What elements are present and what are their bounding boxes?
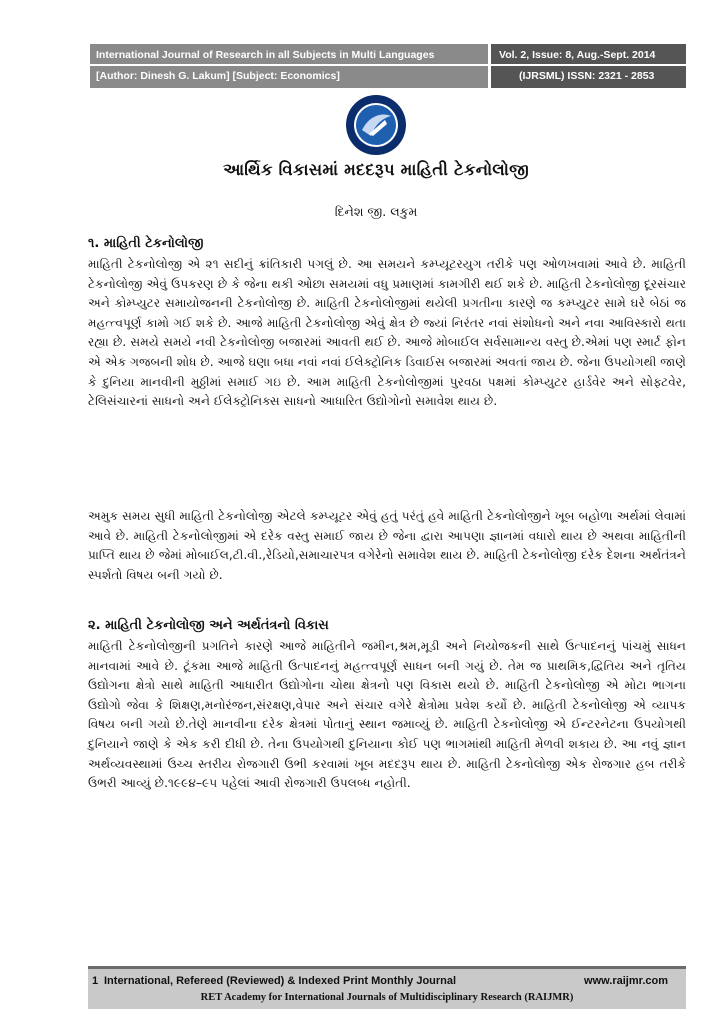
page-number: 1	[92, 975, 99, 987]
paper-author: દિનેશ જી. લકુમ	[334, 204, 418, 219]
section-1-paragraph-2: અમુક સમય સુધી માહિતી ટેકનોલોજી એટલે કમ્પ્યૂટર એવું હતું પરંતું હવે માહિતી ટેકનોલોજીને ખૂબ બહોળા અર્થમાં લેવામાં આવે છે. માહિતી ટેકનોલોજીમાં એ દરેક વસ્તુ સમાઈ જાય છે જેના દ્વારા આપણા જ્ઞાનમાં વધારો થાય છે અથવા માહિતીની પ્રાપ્તિ થાય છે જેમાં મોબાઈલ,ટી.વી.,રેડિયો,સમાચારપત્ર વગેરેનો સમાવેશ થાય છે. માહિતી ટેકનોલોજી દરેક દેશના અર્થતંત્રને સ્પર્શતો વિષય બની ગયો છે.	[88, 509, 686, 582]
journal-footer	[88, 966, 686, 1009]
journal-type: International, Refereed (Reviewed) & Indexed Print Monthly Journal	[104, 975, 457, 987]
header-right-panel	[491, 44, 686, 88]
section-2-paragraph-1: માહિતી ટેકનોલોજીની પ્રગતિને કારણે આજે માહિતીને જમીન,શ્રમ,મૂડી અને નિયોજકની સાથે ઉત્પાદનનું પાંચમું સાધન માનવામાં આવે છે. ટૂંકમા આજે માહિતી ઉત્પાદનનું મહત્ત્વપૂર્ણ સાધન બની ગયું છે. તેમ જ પ્રાથમિક,દ્વિતિય અને તૃતિય ઉદ્યોગના ક્ષેત્રો સાથે માહિતી આધારીત ઉદ્યોગોના ચોથા ક્ષેત્રનો પણ વિકાસ થયો છે. માહિતી ટેકનોલોજી એ મોટા ભાગના ઉદ્યોગો જેવા કે શિક્ષણ,મનોરંજન,સંરક્ષણ,વેપાર અને સંચાર વગેરે ક્ષેત્રોમા પ્રવેશ કર્યો છે. માહિતી ટેકનોલોજી એ વ્યાપક વિષય બની ગયો છે.તેણે માનવીના દરેક ક્ષેત્રમાં પોતાનું સ્થાન જમાવ્યું છે. માહિતી ટેકનોલોજી એ ઈન્ટરનેટના ઉપયોગથી દુનિયાને જાણે કે એક કરી દીધી છે. તેના ઉપયોગથી દુનિયાના કોઈ પણ ભાગમાંથી માહિતી મેળવી શકાય છે. આ નવું જ્ઞાન અર્થવ્યવસ્થામાં ઉચ્ચ સ્તરીય રોજગારી ઉભી કરવામાં ખૂબ મદદરૂપ થાય છે. માહિતી ટેકનોલોજી એક રોજગાર હબ તરીકે ઉભરી આવ્યું છે.૧૯૯૪–૯૫ પહેલાં આવી રોજગારી ઉપલબ્ધ નહોતી.	[88, 639, 686, 791]
publisher-name: RET Academy for International Journals of Multidisciplinary Research (RAIJMR)	[200, 992, 574, 1003]
section-1-paragraph-1: માહિતી ટેકનોલોજી એ ૨૧ સદીનું ક્રાંતિકારી પગલું છે. આ સમયને કમ્પ્યૂટરયુગ તરીકે પણ ઓળખવામાં આવે છે. માહિતી ટેકનોલોજી એવું ઉપકરણ છે કે જેના થકી ઓછા સમયમાં વધુ પ્રમાણમાં કામગીરી થઈ શકે છે. માહિતી ટેકનોલોજી દૂરસંચાર અને કોમ્પ્યુટર સમાયોજનની ટેકનોલોજી છે. માહિતી ટેકનોલોજીમાં થયેલી પ્રગતીના કારણે જ કમ્પ્યુટર સામે ઘરે બેઠાં જ મહત્ત્વપૂર્ણ કામો ગઈ શકે છે. આજે માહિતી ટેકનોલોજી એવું ક્ષેત્ર છે જ્યાં નિરંતર નવાં સંશોધનો અને નવા આવિસ્કારો થતા રહ્યા છે. સમયે સમયે નવી ટેકનોલોજી બજારમાં આવતી થઈ છે. આજે મોબાઈલ સર્વસામાન્ય વસ્તુ છે.એમાં પણ સ્માર્ટ ફોન એ એક ગજબની શોધ છે. આજે ઘણા બધા નવાં નવાં ઈલેક્ટ્રોનિક ડિવાઈસ બજારમાં અવતાં જાય છે. જેના ઉપયોગથી જાણે કે દુનિયા માનવીની મુઠ્ઠીમાં સમાઈ ગઇ છે. આમ માહિતી ટેકનોલોજીમાં પુરવઠા પક્ષમાં કોમ્પ્યુટર હાર્ડવેર અને સોફ્ટવેર, ટેલિસંચારનાં સાધનો અને ઈલેક્ટ્રોનિક્સ સાધનો આધારિત ઉદ્યોગોનો સમાવેશ થાય છે.	[88, 257, 686, 409]
section-2-heading: ૨. માહિતી ટેકનોલોજી અને અર્થતંત્રનો વિકાસ	[88, 618, 329, 633]
header-divider	[90, 64, 686, 66]
author-subject: [Author: Dinesh G. Lakum] [Subject: Economics]	[96, 70, 340, 82]
paper-title: આર્થિક વિકાસમાં મદદરૂપ માહિતી ટેકનોલોજી	[223, 160, 529, 179]
journal-logo	[345, 94, 407, 156]
journal-name: International Journal of Research in all Subjects in Multi Languages	[96, 49, 435, 61]
journal-header	[90, 44, 686, 88]
section-1-heading: ૧. માહિતી ટેકનોલોજી	[88, 236, 204, 251]
volume-info: Vol. 2, Issue: 8, Aug.-Sept. 2014	[499, 49, 656, 61]
issn: (IJRSML) ISSN: 2321 - 2853	[519, 70, 655, 82]
website-link[interactable]: www.raijmr.com	[584, 975, 668, 987]
header-left-panel	[90, 44, 488, 88]
